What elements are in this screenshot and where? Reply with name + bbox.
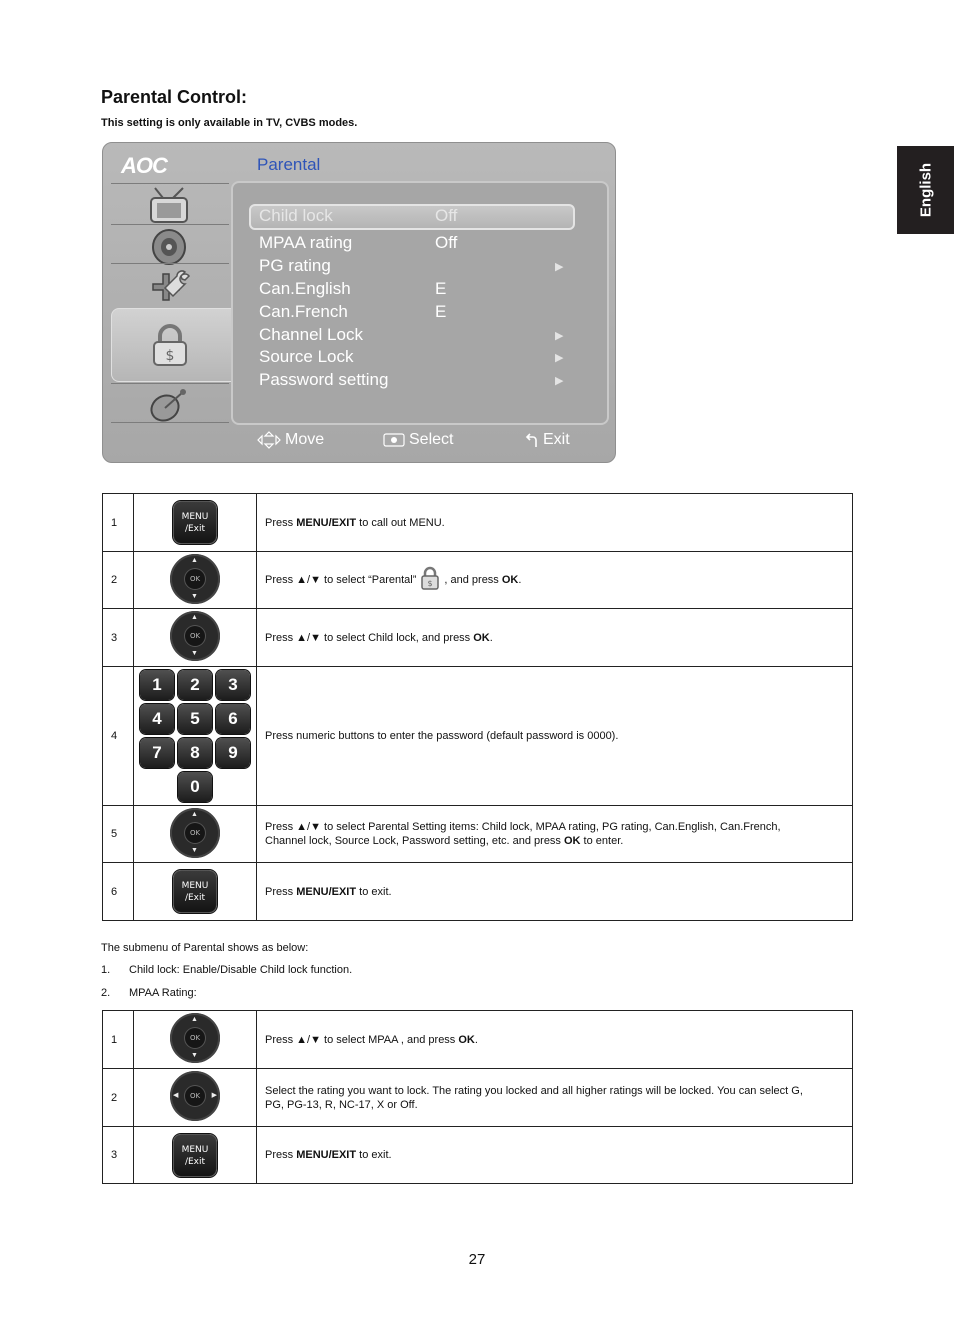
numkey-7: 7	[140, 738, 174, 768]
osd-row-value: E	[435, 279, 447, 298]
table-row	[103, 1069, 853, 1127]
table-row	[103, 494, 853, 552]
step-number: 1	[103, 494, 134, 552]
submenu-intro: The submenu of Parental shows as below:	[101, 942, 309, 954]
numkey-3: 3	[216, 670, 250, 700]
page-title: Parental Control:	[101, 87, 248, 107]
osd-row-mpaa-rating[interactable]	[259, 233, 584, 255]
step-image	[134, 806, 257, 863]
osd-footer-move	[257, 431, 324, 449]
osd-footer-select	[383, 431, 453, 449]
step-text: Press ▲/▼ to select MPAA , and press OK.	[257, 1011, 853, 1069]
satellite-icon	[111, 383, 229, 423]
osd-row-value: Off	[435, 233, 458, 252]
table-row	[103, 1127, 853, 1184]
step-number: 2	[103, 552, 134, 609]
osd-footer-exit-label: Exit	[543, 431, 570, 448]
chevron-right-icon: ▶	[555, 352, 564, 364]
numkey-9: 9	[216, 738, 250, 768]
numkey-5: 5	[178, 704, 212, 734]
osd-row-label: Can.English	[259, 279, 351, 298]
lock-icon-selected	[111, 308, 238, 382]
osd-footer-select-label: Select	[409, 431, 454, 448]
step-text: Press numeric buttons to enter the password (default password is 0000).	[257, 667, 853, 806]
step-image	[134, 494, 257, 552]
step-number: 3	[103, 609, 134, 667]
menu-exit-button-icon: MENU /Exit	[173, 1134, 217, 1177]
osd-footer-exit	[525, 431, 570, 449]
table-row	[103, 552, 853, 609]
step-text: Press ▲/▼ to select “Parental” $ , and press OK.	[257, 552, 853, 609]
step-number: 6	[103, 863, 134, 921]
osd-row-label: Can.French	[259, 302, 348, 321]
chevron-right-icon: ▶	[555, 330, 564, 342]
svg-text:$: $	[165, 348, 175, 364]
numkey-2: 2	[178, 670, 212, 700]
osd-row-channel-lock[interactable]	[259, 325, 584, 347]
step-text: Select the rating you want to lock. The rating you locked and all higher ratings will be locked. You can select G, PG, PG-13, R, NC-17, X or Off.	[257, 1069, 853, 1127]
osd-row-pg-rating[interactable]	[259, 256, 584, 278]
step-text: Press MENU/EXIT to exit.	[257, 1127, 853, 1184]
tools-icon	[111, 263, 229, 302]
language-tab	[897, 146, 954, 234]
osd-row-label: Channel Lock	[259, 325, 363, 344]
step-number: 1	[103, 1011, 134, 1069]
osd-row-label: Source Lock	[259, 347, 354, 366]
select-icon	[383, 433, 405, 447]
step-number: 5	[103, 806, 134, 863]
chevron-right-icon: ▶	[555, 375, 564, 387]
osd-row-label: Child lock	[259, 206, 333, 225]
step-number: 2	[103, 1069, 134, 1127]
osd-row-can-english[interactable]	[259, 279, 584, 301]
numkey-8: 8	[178, 738, 212, 768]
osd-menu	[102, 142, 616, 463]
page-number: 27	[468, 1251, 486, 1268]
osd-row-label: PG rating	[259, 256, 331, 275]
table-row	[103, 667, 853, 806]
ok-navigation-button-icon: ▲ OK ▼	[170, 1013, 220, 1063]
chevron-right-icon: ▶	[555, 261, 564, 273]
ok-navigation-button-icon: ▲ OK ▼	[170, 808, 220, 858]
ok-navigation-button-icon: ▲ OK ▼	[170, 611, 220, 661]
ok-navigation-button-icon: ▲ OK ▼	[170, 554, 220, 604]
numeric-keypad-icon	[134, 670, 256, 802]
step-text: Press ▲/▼ to select Parental Setting items: Child lock, MPAA rating, PG rating, Can.English, Can.French, Channel lock, Source Lock, Password setting, etc. and press OK to enter.	[257, 806, 853, 863]
osd-header: Parental	[257, 155, 321, 174]
menu-exit-button-icon: MENU /Exit	[173, 501, 217, 544]
osd-footer-move-label: Move	[285, 431, 325, 448]
page-subtitle: This setting is only available in TV, CVBS modes.	[101, 117, 358, 129]
table-row	[103, 609, 853, 667]
table-row	[103, 1011, 853, 1069]
osd-row-label: MPAA rating	[259, 233, 353, 252]
osd-row-child-lock[interactable]	[249, 204, 575, 230]
osd-footer	[257, 431, 597, 455]
steps-table-2	[102, 1010, 853, 1184]
table-row	[103, 806, 853, 863]
numkey-6: 6	[216, 704, 250, 734]
step-number: 3	[103, 1127, 134, 1184]
ok-left-right-button-icon: ◀ OK ▶	[170, 1071, 220, 1121]
step-image	[134, 1069, 257, 1127]
osd-panel	[231, 181, 609, 425]
numkey-4: 4	[140, 704, 174, 734]
step-number: 4	[103, 667, 134, 806]
step-image	[134, 609, 257, 667]
table-row	[103, 863, 853, 921]
step-image	[134, 863, 257, 921]
osd-row-value: Off	[435, 206, 458, 225]
step-image	[134, 667, 257, 806]
osd-row-password-setting[interactable]	[259, 370, 584, 392]
tv-icon	[111, 183, 229, 222]
move-icon	[257, 431, 281, 449]
list-item: 2. MPAA Rating:	[101, 987, 197, 999]
numkey-1: 1	[140, 670, 174, 700]
osd-row-label: Password setting	[259, 370, 389, 389]
numkey-0: 0	[178, 772, 212, 802]
menu-exit-button-icon: MENU /Exit	[173, 870, 217, 913]
exit-icon	[525, 432, 539, 448]
speaker-icon	[111, 224, 229, 263]
step-image	[134, 1011, 257, 1069]
step-image	[134, 552, 257, 609]
aoc-logo: AOC	[121, 153, 167, 178]
step-text: Press ▲/▼ to select Child lock, and press OK.	[257, 609, 853, 667]
osd-row-value: E	[435, 302, 447, 321]
list-item: 1. Child lock: Enable/Disable Child lock function.	[101, 964, 353, 976]
osd-row-source-lock[interactable]	[259, 347, 584, 369]
step-text: Press MENU/EXIT to call out MENU.	[257, 494, 853, 552]
svg-text:$: $	[427, 579, 433, 588]
osd-row-can-french[interactable]	[259, 302, 584, 324]
lock-icon	[420, 566, 440, 594]
step-text: Press MENU/EXIT to exit.	[257, 863, 853, 921]
steps-table-1	[102, 493, 853, 921]
step-image	[134, 1127, 257, 1184]
language-tab-label: English	[917, 162, 934, 218]
